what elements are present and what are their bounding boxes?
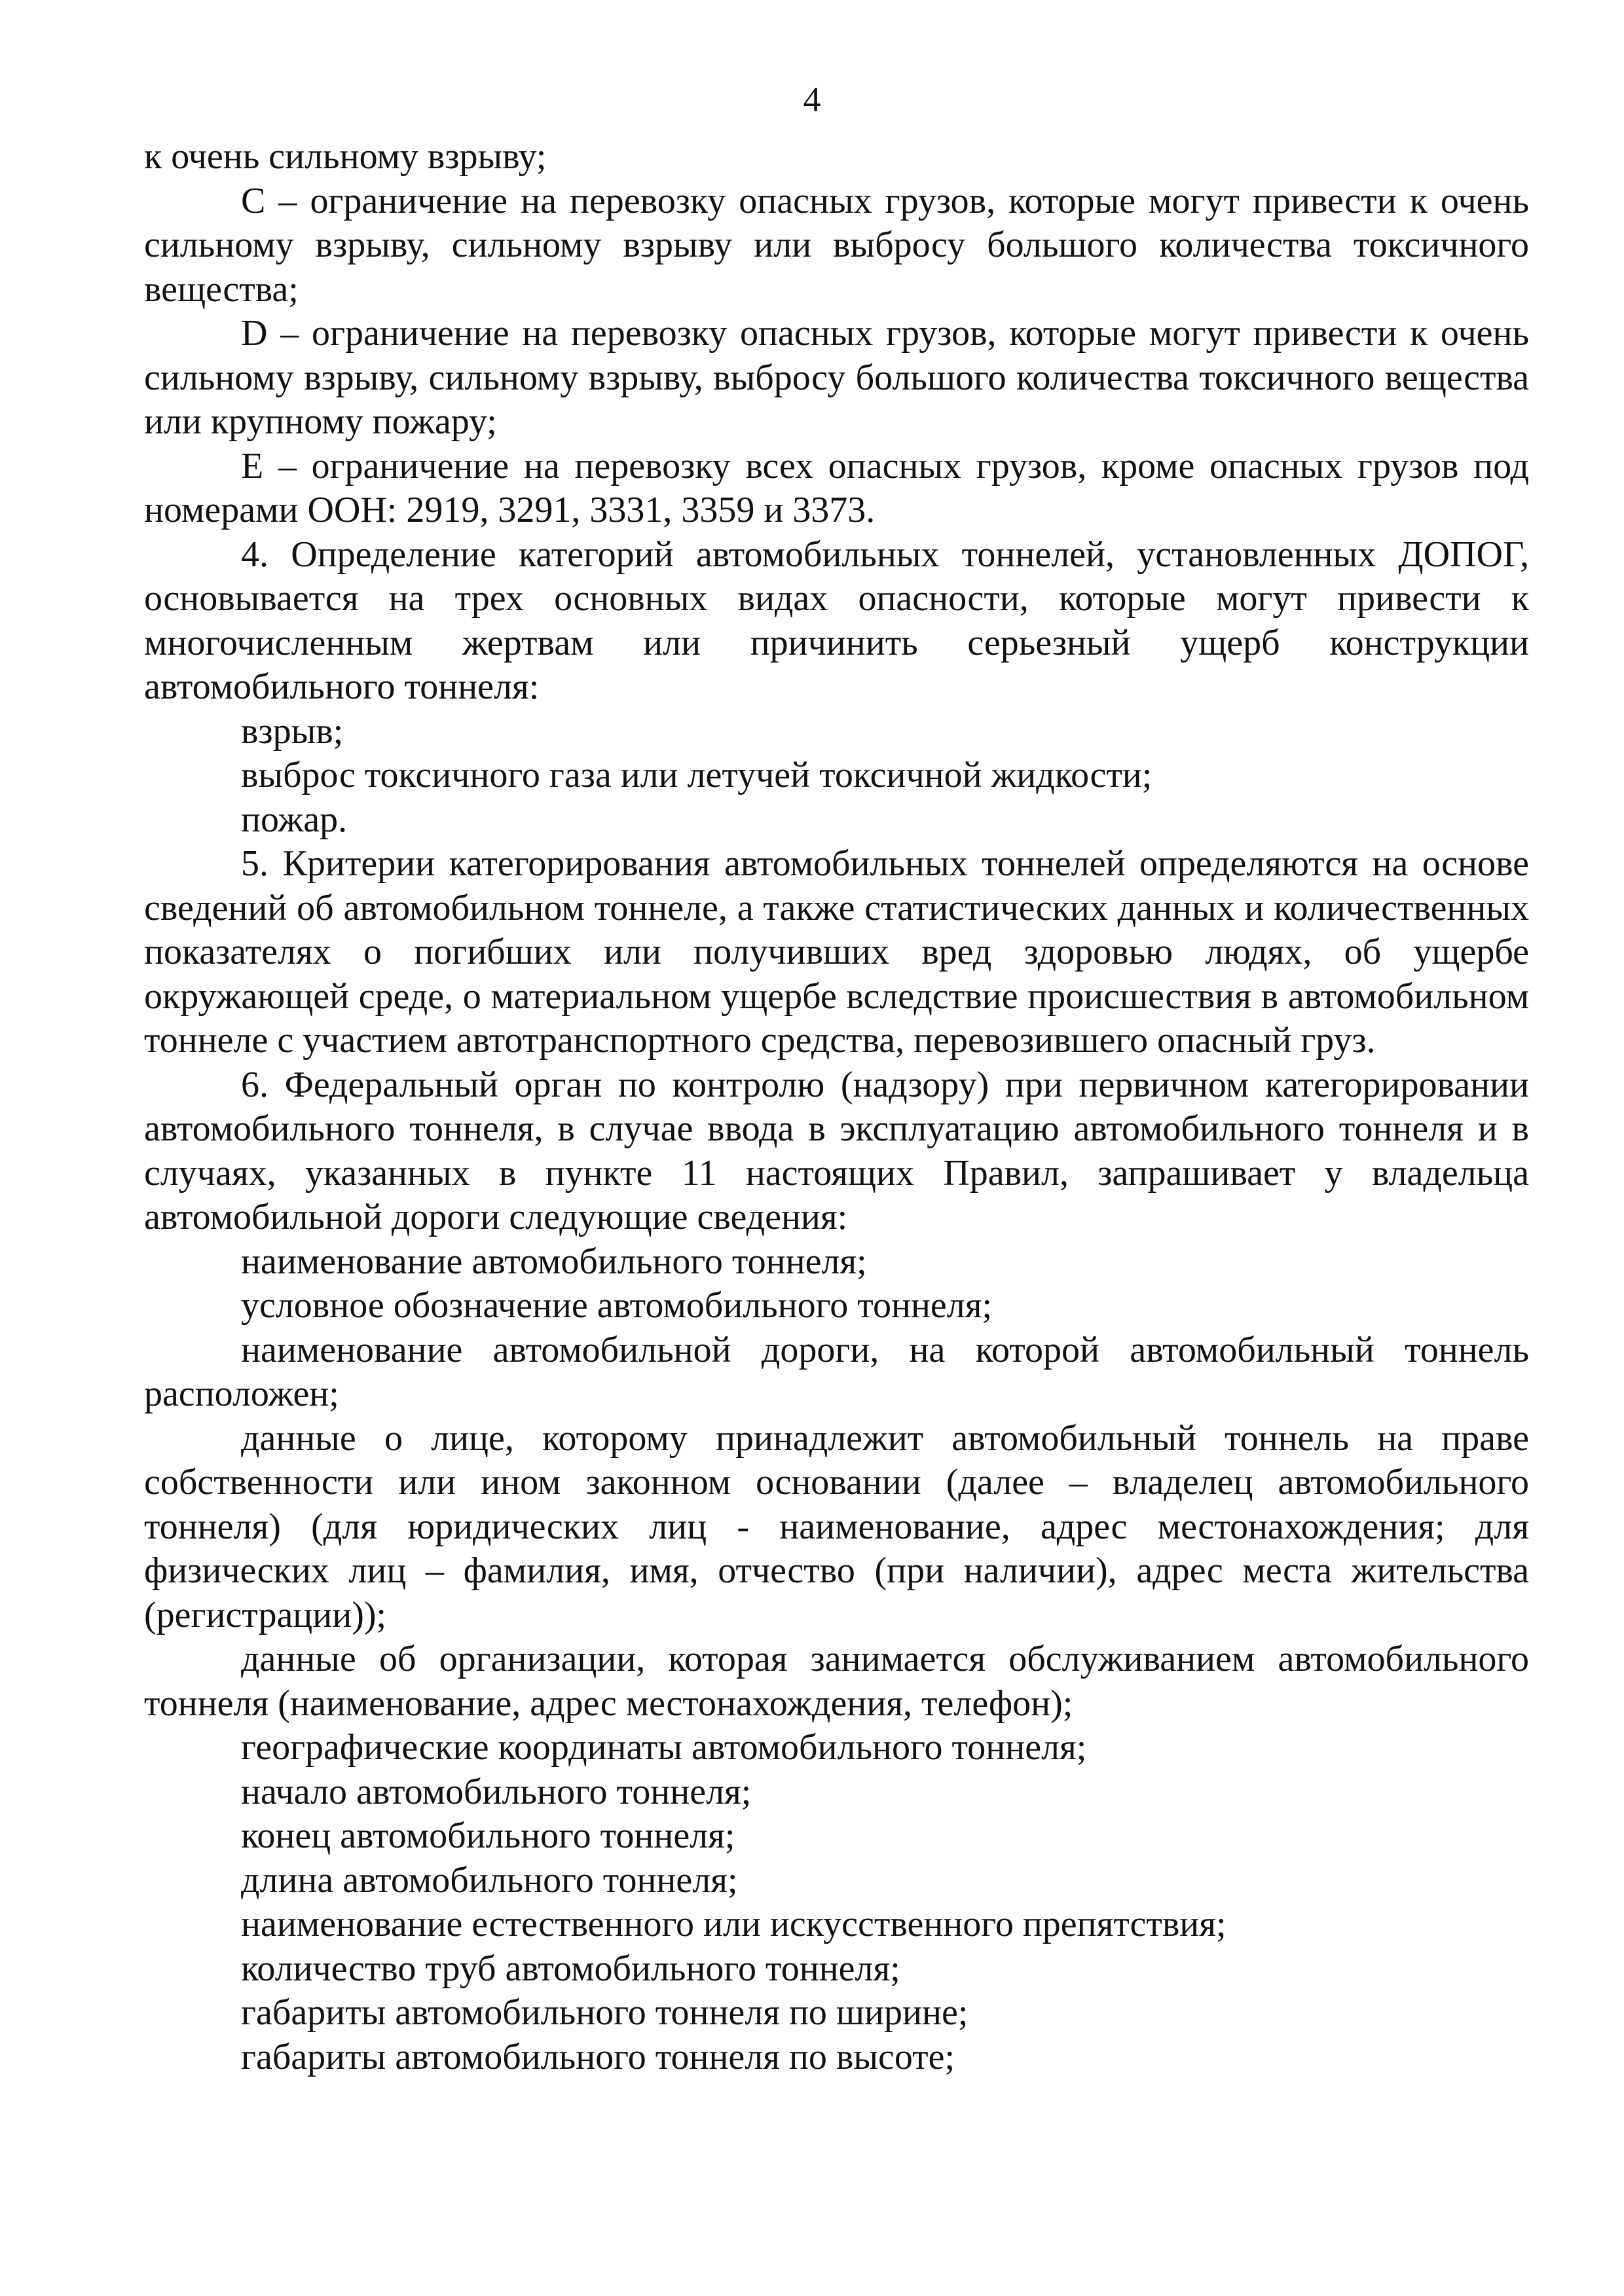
list-item-tunnel-end: конец автомобильного тоннеля; — [241, 1815, 735, 1856]
list-item-fire: пожар. — [241, 799, 348, 840]
list-item-road-name: наименование автомобильной дороги, на которой автомобильный тоннель расположен; — [144, 1329, 1529, 1414]
list-item-tunnel-length: длина автомобильного тоннеля; — [241, 1859, 738, 1901]
paragraph-category-e: E – ограничение на перевозку всех опасных грузов, кроме опасных грузов под номерами ООН: 2919, 3291, 3331, 3359 и 3373. — [144, 445, 1529, 530]
paragraph-item-6: 6. Федеральный орган по контролю (надзору) при первичном категорировании автомобильного тоннеля, в случае ввода в эксплуатацию автомобильного тоннеля и в случаях, указанных в пункте 11 настоящих Правил, запрашивает у владельца автомобильной дороги следующие сведения: — [144, 1064, 1529, 1237]
list-item-service-organization: данные об организации, которая занимается обслуживанием автомобильного тоннеля (наименование, адрес местонахождения, телефон); — [144, 1639, 1529, 1724]
paragraph-category-d: D – ограничение на перевозку опасных грузов, которые могут привести к очень сильному взрыву, сильному взрыву, выбросу большого количества токсичного вещества или крупному пожару; — [144, 313, 1529, 442]
list-item-obstacle-name: наименование естественного или искусственного препятствия; — [241, 1904, 1227, 1944]
list-item-width-clearance: габариты автомобильного тоннеля по ширине; — [241, 1992, 969, 2033]
paragraph-category-c: C – ограничение на перевозку опасных грузов, которые могут привести к очень сильному взрыву, сильному взрыву или выбросу большого количества токсичного вещества; — [144, 180, 1529, 310]
page-number: 4 — [803, 80, 821, 119]
list-item-tunnel-name: наименование автомобильного тоннеля; — [241, 1241, 867, 1282]
paragraph-continuation: к очень сильному взрыву; — [144, 136, 547, 177]
list-item-tunnel-designation: условное обозначение автомобильного тоннеля; — [241, 1285, 993, 1326]
paragraph-item-4: 4. Определение категорий автомобильных тоннелей, установленных ДОПОГ, основывается на трех основных видах опасности, которые могут привести к многочисленным жертвам или причинить серьезный ущерб конструкции автомобильного тоннеля: — [144, 534, 1529, 707]
list-item-coordinates: географические координаты автомобильного тоннеля; — [241, 1727, 1087, 1768]
list-item-owner-data: данные о лице, которому принадлежит автомобильный тоннель на праве собственности или ином законном основании (далее – владелец автомобильного тоннеля) (для юридических лиц - наименование, адрес местонахождения; для физических лиц – фамилия, имя, отчество (при наличии), адрес места жительства (регистрации)); — [144, 1417, 1529, 1635]
paragraph-item-5: 5. Критерии категорирования автомобильных тоннелей определяются на основе сведений об автомобильном тоннеле, а также статистических данных и количественных показателях о погибших или получивших вред здоровью людях, об ущербе окружающей среде, о материальном ущербе вследствие происшествия в автомобильном тоннеле с участием автотранспортного средства, перевозившего опасный груз. — [144, 843, 1529, 1061]
document-body — [144, 135, 1529, 2079]
list-item-tube-count: количество труб автомобильного тоннеля; — [241, 1948, 900, 1989]
list-item-height-clearance: габариты автомобильного тоннеля по высоте; — [241, 2036, 955, 2077]
list-item-tunnel-start: начало автомобильного тоннеля; — [241, 1771, 752, 1812]
list-item-explosion: взрыв; — [241, 710, 344, 752]
list-item-toxic-release: выброс токсичного газа или летучей токсичной жидкости; — [241, 755, 1153, 795]
